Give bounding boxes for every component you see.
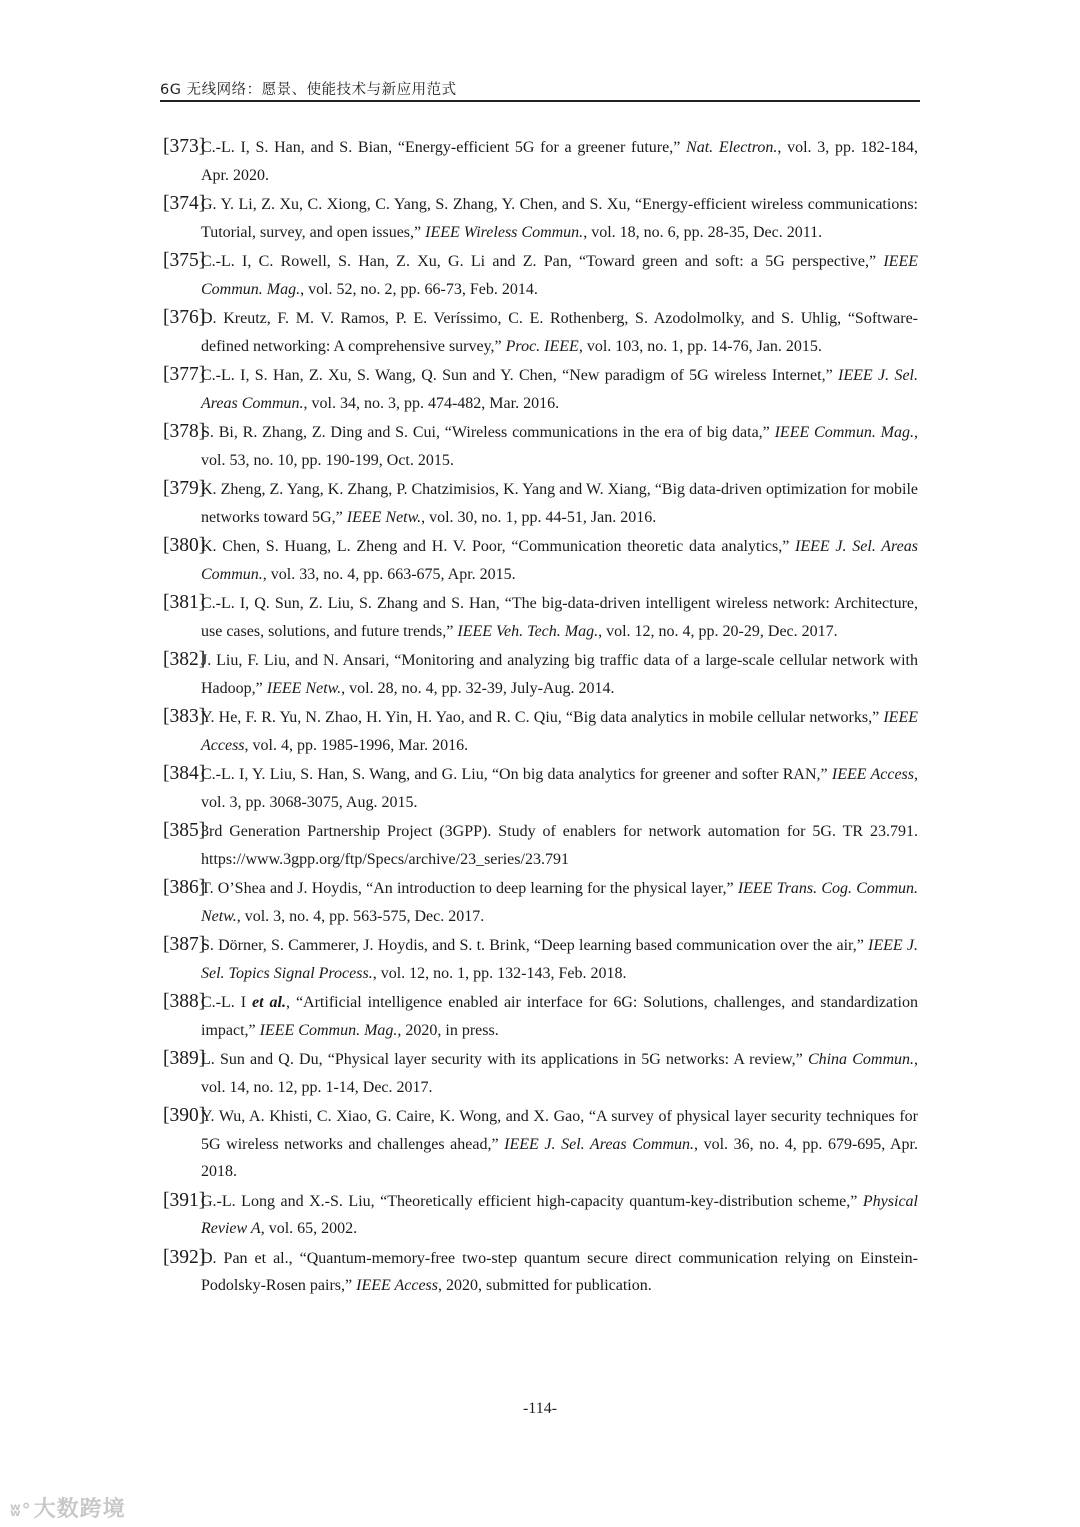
reference-number: [377] xyxy=(163,364,206,385)
reference-segment: , 2020, submitted for publication. xyxy=(438,1277,652,1294)
reference-item xyxy=(163,191,918,246)
reference-segment: , vol. 4, pp. 1985-1996, Mar. 2016. xyxy=(244,736,469,754)
reference-segment: , vol. 33, no. 4, pp. 663-675, Apr. 2015. xyxy=(262,565,516,583)
reference-segment: D. Kreutz, F. M. V. Ramos, P. E. Veríssimo, C. E. Rothenberg, S. Azodolmolky, and S. Uhlig, “Software-defined networking: A comprehensive survey,” xyxy=(201,310,918,355)
reference-segment: J. Liu, F. Liu, and N. Ansari, “Monitoring and analyzing big traffic data of a large-scale cellular network with Hadoop,” xyxy=(201,652,918,697)
reference-venue: Proc. IEEE xyxy=(505,337,579,355)
reference-item xyxy=(163,1103,918,1186)
reference-number: [381] xyxy=(163,592,206,613)
reference-number: [374] xyxy=(163,193,206,214)
reference-text xyxy=(201,1245,918,1300)
reference-text xyxy=(201,761,918,816)
reference-item xyxy=(163,1245,918,1300)
reference-number: [388] xyxy=(163,991,206,1012)
reference-item xyxy=(163,134,918,189)
reference-segment: , vol. 3, pp. 3068-3075, Aug. 2015. xyxy=(201,766,919,811)
reference-venue: IEEE Access xyxy=(201,709,918,754)
reference-number: [380] xyxy=(163,535,206,556)
reference-venue: IEEE Trans. Cog. Commun. Netw. xyxy=(201,880,918,925)
reference-text xyxy=(201,362,918,417)
reference-segment: C.-L. I, Q. Sun, Z. Liu, S. Zhang and S. Han, “The big-data-driven intelligent wireless network: Architecture, use cases, solutions, and future trends,” xyxy=(201,595,918,640)
reference-venue: IEEE Netw. xyxy=(266,679,342,697)
reference-segment: , vol. 14, no. 12, pp. 1-14, Dec. 2017. xyxy=(201,1051,919,1096)
reference-item xyxy=(163,476,918,531)
reference-segment: , 2020, in press. xyxy=(397,1021,499,1039)
reference-segment: , vol. 52, no. 2, pp. 66-73, Feb. 2014. xyxy=(300,280,538,298)
reference-segment: , vol. 28, no. 4, pp. 32-39, July-Aug. 2014. xyxy=(341,679,615,697)
reference-venue: IEEE Access xyxy=(356,1277,438,1294)
reference-item xyxy=(163,590,918,645)
reference-item xyxy=(163,248,918,303)
reference-number: [373] xyxy=(163,136,206,157)
reference-venue: IEEE J. Sel. Areas Commun. xyxy=(201,367,919,412)
reference-segment: D. Pan et al., “Quantum-memory-free two-step quantum secure direct communication relying on Einstein-Podolsky-Rosen pairs,” xyxy=(201,1249,918,1294)
reference-list xyxy=(163,134,918,1302)
reference-text xyxy=(201,1103,918,1186)
reference-number: [378] xyxy=(163,421,206,442)
reference-item xyxy=(163,818,918,873)
reference-venue: IEEE J. Sel. Areas Commun. xyxy=(201,538,918,583)
reference-venue: IEEE Veh. Tech. Mag. xyxy=(457,622,599,640)
reference-segment: C.-L. I, Y. Liu, S. Han, S. Wang, and G. Liu, “On big data analytics for greener and softer RAN,” xyxy=(201,766,832,783)
reference-segment: T. O’Shea and J. Hoydis, “An introduction to deep learning for the physical layer,” xyxy=(201,880,738,897)
reference-venue: IEEE J. Sel. Areas Commun. xyxy=(504,1135,695,1153)
page-number: -114- xyxy=(522,1400,558,1417)
reference-text xyxy=(201,704,918,759)
reference-number: [392] xyxy=(163,1246,206,1268)
reference-item xyxy=(163,647,918,702)
reference-number: [384] xyxy=(163,763,206,784)
reference-segment: 3rd Generation Partnership Project (3GPP). Study of enablers for network automation for 5G. TR 23.791. https://www.3gpp.org/ftp/Specs/archive/23_series/23.791 xyxy=(201,823,918,868)
reference-segment: , vol. 18, no. 6, pp. 28-35, Dec. 2011. xyxy=(583,223,823,241)
reference-text xyxy=(201,875,918,930)
reference-segment: C.-L. I, C. Rowell, S. Han, Z. Xu, G. Li and Z. Pan, “Toward green and soft: a 5G perspective,” xyxy=(201,253,884,270)
reference-segment: Y. He, F. R. Yu, N. Zhao, H. Yin, H. Yao, and R. C. Qiu, “Big data analytics in mobile cellular networks,” xyxy=(201,709,884,726)
header-rule xyxy=(160,100,920,102)
reference-item xyxy=(163,1046,918,1101)
reference-number: [386] xyxy=(163,877,206,898)
reference-segment: C.-L. I xyxy=(201,994,253,1011)
reference-venue: et al. xyxy=(252,994,286,1011)
reference-segment: Y. Wu, A. Khisti, C. Xiao, G. Caire, K. Wong, and X. Gao, “A survey of physical layer security techniques for 5G wireless networks and challenges ahead,” xyxy=(201,1108,918,1153)
reference-number: [379] xyxy=(163,478,206,499)
reference-number: [382] xyxy=(163,649,206,670)
reference-segment: G.-L. Long and X.-S. Liu, “Theoretically efficient high-capacity quantum-key-distribution scheme,” xyxy=(201,1192,863,1210)
reference-text xyxy=(201,134,918,189)
reference-segment: , vol. 3, pp. 182-184, Apr. 2020. xyxy=(201,139,918,184)
reference-number: [390] xyxy=(163,1105,206,1126)
reference-segment: , vol. 36, no. 4, pp. 679-695, Apr. 2018. xyxy=(201,1135,919,1180)
reference-text xyxy=(201,533,918,588)
reference-item xyxy=(163,989,918,1044)
reference-segment: , “Artificial intelligence enabled air interface for 6G: Solutions, challenges, and standardization impact,” xyxy=(201,994,918,1039)
watermark-text: 大数跨境 xyxy=(33,1497,126,1522)
reference-venue: IEEE Commun. Mag. xyxy=(201,253,918,298)
reference-segment: K. Zheng, Z. Yang, K. Zhang, P. Chatzimisios, K. Yang and W. Xiang, “Big data-driven optimization for mobile networks toward 5G,” xyxy=(201,481,918,526)
reference-item xyxy=(163,362,918,417)
reference-segment: , vol. 12, no. 1, pp. 132-143, Feb. 2018. xyxy=(372,964,627,982)
reference-segment: C.-L. I, S. Han, and S. Bian, “Energy-efficient 5G for a greener future,” xyxy=(201,139,687,156)
reference-venue: IEEE J. Sel. Topics Signal Process. xyxy=(201,937,919,982)
reference-text xyxy=(201,305,918,360)
watermark-logo-icon: ʬ° xyxy=(10,1500,32,1521)
reference-segment: L. Sun and Q. Du, “Physical layer security with its applications in 5G networks: A review,” xyxy=(201,1051,808,1068)
reference-text xyxy=(201,419,918,474)
reference-venue: IEEE Commun. Mag. xyxy=(259,1021,398,1039)
running-header: 6G 无线网络：愿景、使能技术与新应用范式 xyxy=(160,82,457,98)
reference-text xyxy=(201,248,918,303)
reference-item xyxy=(163,419,918,474)
reference-item xyxy=(163,305,918,360)
reference-item xyxy=(163,1188,918,1243)
reference-text xyxy=(201,191,918,246)
reference-item xyxy=(163,875,918,930)
reference-venue: IEEE Commun. Mag. xyxy=(774,424,914,441)
watermark xyxy=(10,1492,126,1523)
reference-item xyxy=(163,704,918,759)
reference-venue: Nat. Electron. xyxy=(686,139,778,156)
reference-segment: , vol. 103, no. 1, pp. 14-76, Jan. 2015. xyxy=(578,337,822,355)
reference-text xyxy=(201,590,918,645)
reference-number: [376] xyxy=(163,307,206,328)
reference-segment: , vol. 12, no. 4, pp. 20-29, Dec. 2017. xyxy=(598,622,838,640)
reference-number: [391] xyxy=(163,1189,206,1211)
reference-venue: IEEE Access xyxy=(831,766,915,783)
reference-number: [385] xyxy=(163,820,206,841)
reference-venue: IEEE Netw. xyxy=(346,508,422,526)
reference-text xyxy=(201,989,918,1044)
reference-text xyxy=(201,818,918,873)
reference-text xyxy=(201,476,918,531)
reference-text xyxy=(201,1188,918,1243)
reference-segment: , vol. 30, no. 1, pp. 44-51, Jan. 2016. xyxy=(421,508,657,526)
reference-segment: C.-L. I, S. Han, Z. Xu, S. Wang, Q. Sun and Y. Chen, “New paradigm of 5G wireless Internet,” xyxy=(201,367,839,384)
reference-segment: , vol. 34, no. 3, pp. 474-482, Mar. 2016. xyxy=(303,394,560,412)
reference-number: [375] xyxy=(163,250,206,271)
reference-segment: , vol. 3, no. 4, pp. 563-575, Dec. 2017. xyxy=(236,907,485,925)
reference-text xyxy=(201,932,918,987)
reference-venue: China Commun. xyxy=(807,1051,915,1068)
reference-item xyxy=(163,533,918,588)
reference-venue: Physical Review A xyxy=(201,1192,918,1237)
reference-item xyxy=(163,932,918,987)
reference-item xyxy=(163,761,918,816)
reference-number: [389] xyxy=(163,1048,206,1069)
reference-segment: S. Dörner, S. Cammerer, J. Hoydis, and S. t. Brink, “Deep learning based communication over the air,” xyxy=(201,937,869,954)
reference-text xyxy=(201,647,918,702)
reference-venue: IEEE Wireless Commun. xyxy=(425,223,584,241)
reference-segment: G. Y. Li, Z. Xu, C. Xiong, C. Yang, S. Zhang, Y. Chen, and S. Xu, “Energy-efficient wireless communications: Tutorial, survey, and open issues,” xyxy=(201,196,918,241)
reference-segment: , vol. 53, no. 10, pp. 190-199, Oct. 2015. xyxy=(201,424,918,469)
reference-text xyxy=(201,1046,918,1101)
reference-number: [383] xyxy=(163,706,206,727)
reference-segment: , vol. 65, 2002. xyxy=(260,1220,358,1237)
reference-segment: K. Chen, S. Huang, L. Zheng and H. V. Poor, “Communication theoretic data analytics,” xyxy=(201,538,796,555)
reference-segment: S. Bi, R. Zhang, Z. Ding and S. Cui, “Wireless communications in the era of big data,” xyxy=(201,424,775,441)
reference-number: [387] xyxy=(163,934,206,955)
